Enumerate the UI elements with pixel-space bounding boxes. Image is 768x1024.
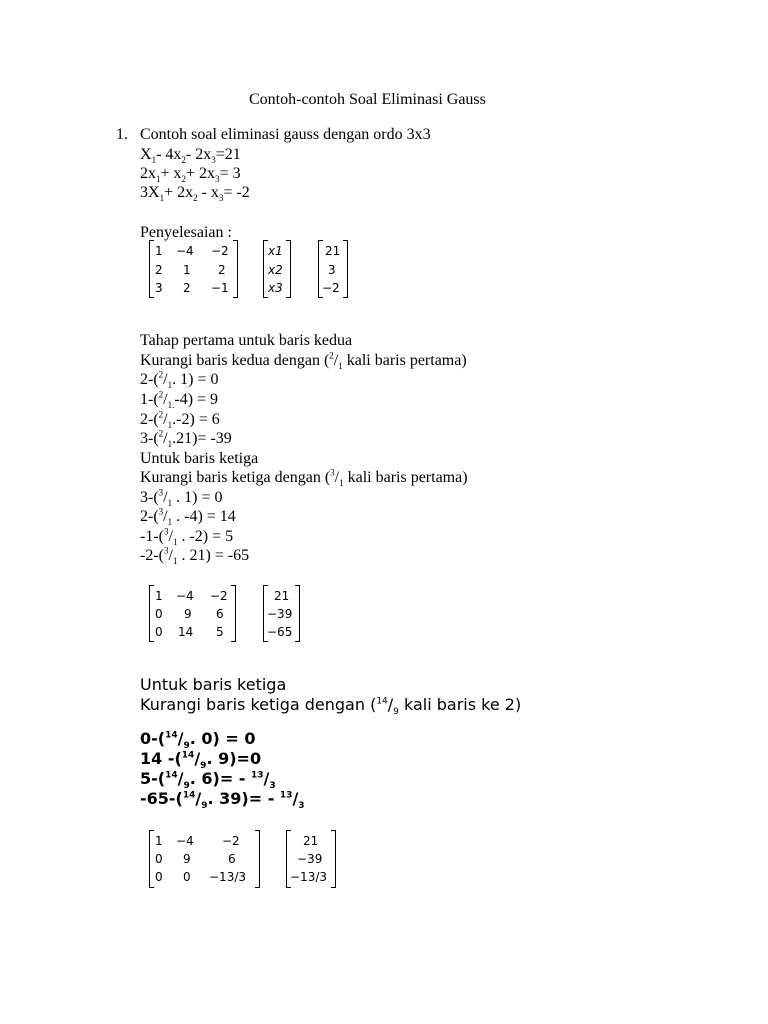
equation-2: $2x_1+ x_2+ 2x_3= 3$ (140, 165, 241, 185)
matrix-cell: 21 (274, 589, 290, 603)
step1-line: $2-(^2/_1$. 1) = 0 (140, 369, 219, 391)
solution-label: Penyelesaian : (140, 224, 232, 241)
step3-line: $-65-(^{14}/_9$. $39)= - ^{13}/_3$ (140, 789, 305, 812)
matrix-cell: 3 (155, 281, 163, 295)
matrix-cell: −39 (297, 852, 323, 866)
matrix-cell: −65 (267, 625, 293, 639)
matrix-cell: −4 (176, 589, 194, 603)
step3-instruction: Kurangi baris ketiga dengan ($^{14}/_9$ kali baris ke 2) (140, 695, 522, 718)
step2-line: $-2-(^3/_1$ . 21) = -65 (140, 545, 250, 567)
step1-line: $2-(^2/_1.-2) = 6$ (140, 409, 220, 431)
step1-instruction: Kurangi baris kedua dengan ($^2/_1$ kali baris pertama) (140, 350, 467, 372)
step1-line: $3-(^2/_1.21)= -39$ (140, 428, 232, 450)
bracket-left (149, 585, 154, 642)
matrix-cell: −2 (211, 244, 229, 258)
matrix-cell: −4 (176, 244, 194, 258)
step1-line: $1-(^2/_{1.}-4) = 9$ (140, 389, 219, 411)
matrix-cell: 14 (178, 625, 194, 639)
matrix-cell: 0 (155, 625, 163, 639)
step3-heading: Untuk baris ketiga (140, 675, 287, 694)
matrix-cell: 2 (183, 281, 191, 295)
matrix-cell: 1 (155, 834, 163, 848)
step2-line: $2-(^3/_1$ . -4) = 14 (140, 506, 236, 528)
matrix-cell: 2 (218, 263, 226, 277)
step3-line: $0-(^{14}/_9$. 0) = 0 (140, 729, 256, 752)
matrix-cell: 21 (325, 244, 341, 258)
matrix-cell: 0 (155, 607, 163, 621)
matrix-cell: −2 (210, 589, 228, 603)
matrix-cell: 1 (183, 263, 191, 277)
matrix-cell: 6 (216, 607, 224, 621)
matrix-cell: 1 (155, 244, 163, 258)
matrix-cell: 9 (183, 852, 191, 866)
equation-1: $X_1-$ $4x_2-$ $2x_3=21$ (140, 146, 241, 166)
step2-line: $-1-(^3/_1$ . -2) = 5 (140, 526, 234, 548)
matrix-cell: 6 (228, 852, 236, 866)
bracket-right (343, 240, 348, 298)
matrix-cell: 0 (155, 870, 163, 884)
bracket-right (233, 240, 238, 298)
matrix-cell: x1 (268, 244, 283, 258)
item-heading: Contoh soal eliminasi gauss dengan ordo 3x3 (140, 126, 431, 143)
equation-3: $3X_1+ 2x_2 - x_3= -2$ (140, 184, 250, 204)
matrix-cell: 5 (216, 625, 224, 639)
matrix-cell: 9 (184, 607, 192, 621)
matrix-cell: 3 (328, 263, 336, 277)
matrix-cell: −2 (322, 281, 340, 295)
step2-heading: Untuk baris ketiga (140, 450, 259, 467)
page-title: Contoh-contoh Soal Eliminasi Gauss (249, 91, 486, 108)
step1-heading: Tahap pertama untuk baris kedua (140, 332, 353, 349)
step3-line: $5-(^{14}/_9$. $6)= - ^{13}/_3$ (140, 769, 276, 792)
bracket-left (149, 830, 154, 888)
step2-line: $3-(^3/_1$ . 1) = 0 (140, 487, 223, 509)
matrix-cell: x2 (268, 263, 283, 277)
bracket-right (331, 830, 336, 888)
matrix-cell: 21 (303, 834, 319, 848)
matrix-cell: −39 (267, 607, 293, 621)
matrix-cell: −13/3 (209, 870, 247, 884)
bracket-right (286, 240, 291, 298)
item-number: 1. (116, 126, 128, 143)
matrix-cell: 1 (155, 589, 163, 603)
step2-instruction: Kurangi baris ketiga dengan ($^3/_1$ kali baris pertama) (140, 467, 468, 489)
matrix-cell: −2 (222, 834, 240, 848)
matrix-cell: −13/3 (290, 870, 328, 884)
bracket-right (255, 830, 260, 888)
bracket-right (295, 585, 300, 642)
matrix-cell: −4 (176, 834, 194, 848)
matrix-cell: 2 (155, 263, 163, 277)
matrix-cell: 0 (183, 870, 191, 884)
matrix-cell: x3 (268, 281, 283, 295)
matrix-cell: 0 (155, 852, 163, 866)
bracket-right (231, 585, 236, 642)
step3-line: 14 $-(^{14}/_9$. 9)=0 (140, 749, 262, 772)
matrix-cell: −1 (211, 281, 229, 295)
bracket-left (149, 240, 154, 298)
